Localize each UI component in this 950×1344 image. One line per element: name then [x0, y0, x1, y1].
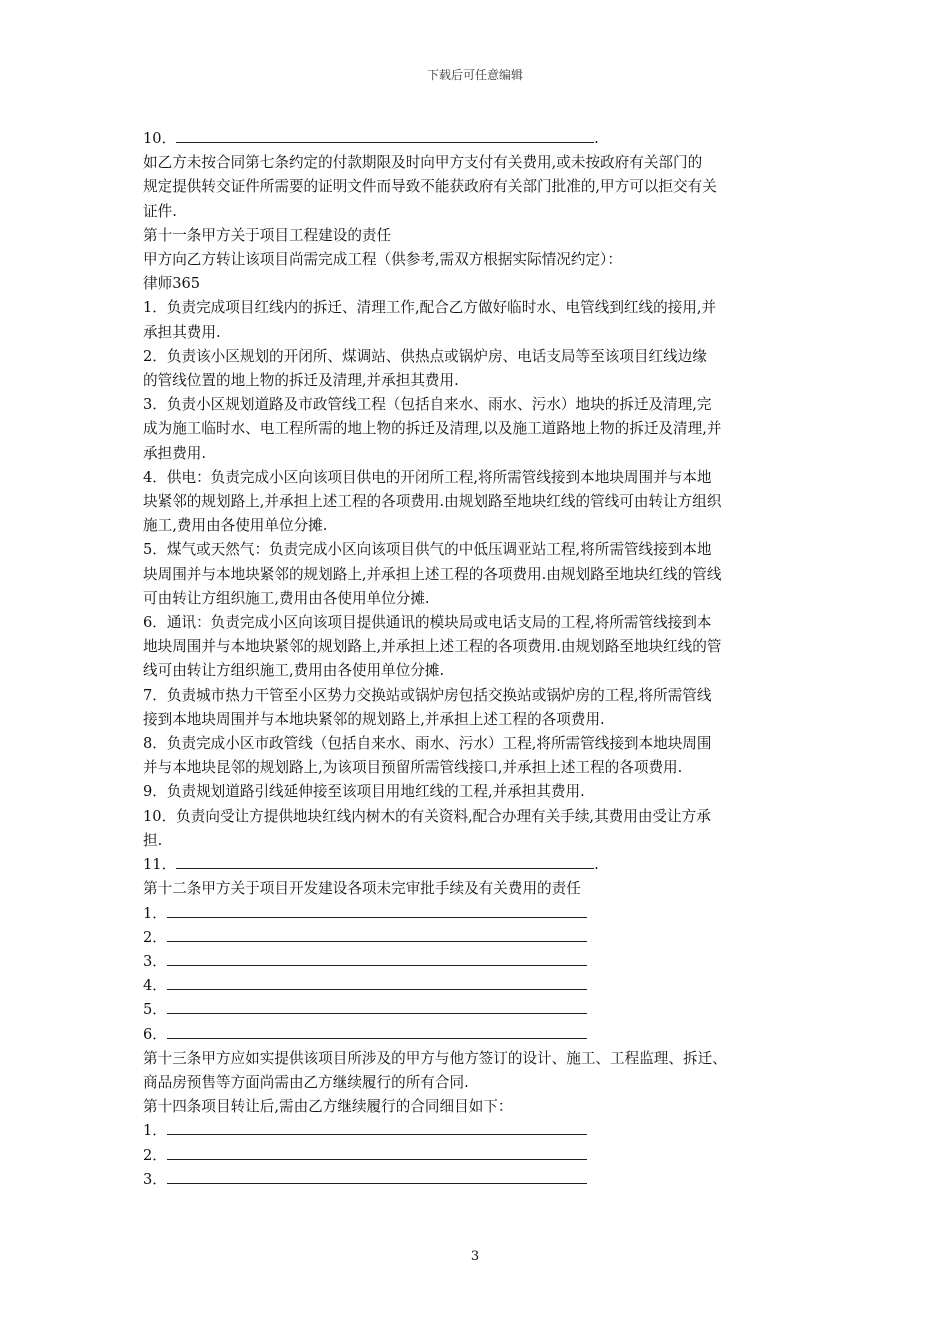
blank-underline: [167, 1146, 587, 1160]
paragraph-line: 10．负责向受让方提供地块红线内树木的有关资料,配合办理有关手续,其费用由受让方承: [143, 807, 711, 825]
document-body: [143, 127, 815, 1192]
paragraph-line: 块周围并与本地块紧邻的规划路上,并承担上述工程的各项费用.由规划路至地块红线的管线: [143, 565, 722, 583]
item-number: 6．: [143, 1025, 167, 1043]
paragraph-line: 第十二条甲方关于项目开发建设各项未完审批手续及有关费用的责任: [143, 880, 581, 898]
paragraph-line: 成为施工临时水、电工程所需的地上物的拆迁及清理,以及施工道路地上物的拆迁及清理,并: [143, 420, 722, 438]
item-number: 4．: [143, 977, 167, 995]
blank-underline: [167, 976, 587, 990]
paragraph-line: 的管线位置的地上物的拆迁及清理,并承担其费用.: [143, 372, 459, 390]
fill-in-blank-line: [143, 998, 815, 1022]
blank-underline: [167, 1025, 587, 1039]
paragraph-line: 2．负责该小区规划的开闭所、煤调站、供热点或锅炉房、电话支局等至该项目红线边缘: [143, 347, 707, 365]
fill-in-blank-line: [143, 1119, 815, 1143]
item-number: 3．: [143, 1170, 167, 1188]
blank-underline: [167, 952, 587, 966]
paragraph-line: 可由转让方组织施工,费用由各使用单位分摊.: [143, 589, 430, 607]
page-header: 下载后可任意编辑: [426, 68, 523, 82]
item-number: 1．: [143, 904, 167, 922]
item-number: 3．: [143, 952, 167, 970]
blank-underline: [167, 1170, 587, 1184]
paragraph-line: 块紧邻的规划路上,并承担上述工程的各项费用.由规划路至地块红线的管线可由转让方组织: [143, 493, 722, 511]
paragraph-line: 施工,费用由各使用单位分摊.: [143, 517, 328, 535]
paragraph-line: 6．通讯：负责完成小区向该项目提供通讯的模块局或电话支局的工程,将所需管线接到本: [143, 614, 712, 632]
blank-underline: [167, 1000, 587, 1014]
paragraph-line: 担.: [143, 831, 163, 849]
paragraph-line: 7．负责城市热力干管至小区势力交换站或锅炉房包括交换站或锅炉房的工程,将所需管线: [143, 686, 712, 704]
item-number: 2．: [143, 928, 167, 946]
paragraph-line: 证件.: [143, 202, 177, 220]
paragraph-line: 第十一条甲方关于项目工程建设的责任: [143, 226, 392, 244]
fill-in-blank-line: [143, 127, 815, 151]
paragraph-line: 5．煤气或天然气：负责完成小区向该项目供气的中低压调亚站工程,将所需管线接到本地: [143, 541, 712, 559]
fill-in-blank-line: [143, 1144, 815, 1168]
item-number: 11．: [143, 856, 177, 874]
fill-in-blank-line: [143, 974, 815, 998]
fill-in-blank-line: [143, 1168, 815, 1192]
paragraph-line: 地块周围并与本地块紧邻的规划路上,并承担上述工程的各项费用.由规划路至地块红线的管: [143, 638, 722, 656]
item-number: 1．: [143, 1122, 167, 1140]
page-number: 3: [470, 1249, 480, 1264]
paragraph-line: 规定提供转交证件所需要的证明文件而导致不能获政府有关部门批准的,甲方可以拒交有关: [143, 178, 717, 196]
paragraph-line: 9．负责规划道路引线延伸接至该项目用地红线的工程,并承担其费用.: [143, 783, 585, 801]
paragraph-line: 第十四条项目转让后,需由乙方继续履行的合同细目如下：: [143, 1098, 513, 1116]
paragraph-line: 承担其费用.: [143, 323, 221, 341]
item-number: 10．: [143, 130, 177, 147]
fill-in-blank-line: [143, 950, 815, 974]
paragraph-line: 律师365: [143, 275, 201, 293]
line-end-period: .: [594, 130, 599, 147]
paragraph-line: 承担费用.: [143, 444, 207, 462]
fill-in-blank-line: [143, 902, 815, 926]
paragraph-line: 线可由转让方组织施工,费用由各使用单位分摊.: [143, 662, 445, 680]
blank-underline: [176, 855, 594, 869]
paragraph-line: 4．供电：负责完成小区向该项目供电的开闭所工程,将所需管线接到本地块周围并与本地: [143, 468, 712, 486]
paragraph-line: 1．负责完成项目红线内的拆迁、清理工作,配合乙方做好临时水、电管线到红线的接用,并: [143, 299, 717, 317]
blank-underline: [167, 928, 587, 942]
paragraph-line: 3．负责小区规划道路及市政管线工程（包括自来水、雨水、污水）地块的拆迁及清理,完: [143, 396, 712, 414]
item-number: 2．: [143, 1146, 167, 1164]
fill-in-blank-line: [143, 853, 815, 877]
fill-in-blank-line: [143, 1023, 815, 1047]
paragraph-line: 接到本地块周围并与本地块紧邻的规划路上,并承担上述工程的各项费用.: [143, 710, 605, 728]
blank-underline: [167, 904, 587, 918]
line-end-period: .: [594, 856, 599, 874]
paragraph-line: 甲方向乙方转让该项目尚需完成工程（供参考,需双方根据实际情况约定）：: [143, 251, 622, 269]
paragraph-line: 如乙方未按合同第七条约定的付款期限及时向甲方支付有关费用,或未按政府有关部门的: [143, 154, 703, 172]
paragraph-line: 8．负责完成小区市政管线（包括自来水、雨水、污水）工程,将所需管线接到本地块周围: [143, 735, 712, 753]
blank-underline: [176, 129, 594, 143]
blank-underline: [167, 1121, 587, 1135]
paragraph-line: 商品房预售等方面尚需由乙方继续履行的所有合同.: [143, 1073, 469, 1091]
paragraph-line: 第十三条甲方应如实提供该项目所涉及的甲方与他方签订的设计、施工、工程监理、拆迁、: [143, 1049, 727, 1067]
fill-in-blank-line: [143, 926, 815, 950]
paragraph-line: 并与本地块昆邻的规划路上,为该项目预留所需管线接口,并承担上述工程的各项费用.: [143, 759, 683, 777]
item-number: 5．: [143, 1001, 167, 1019]
